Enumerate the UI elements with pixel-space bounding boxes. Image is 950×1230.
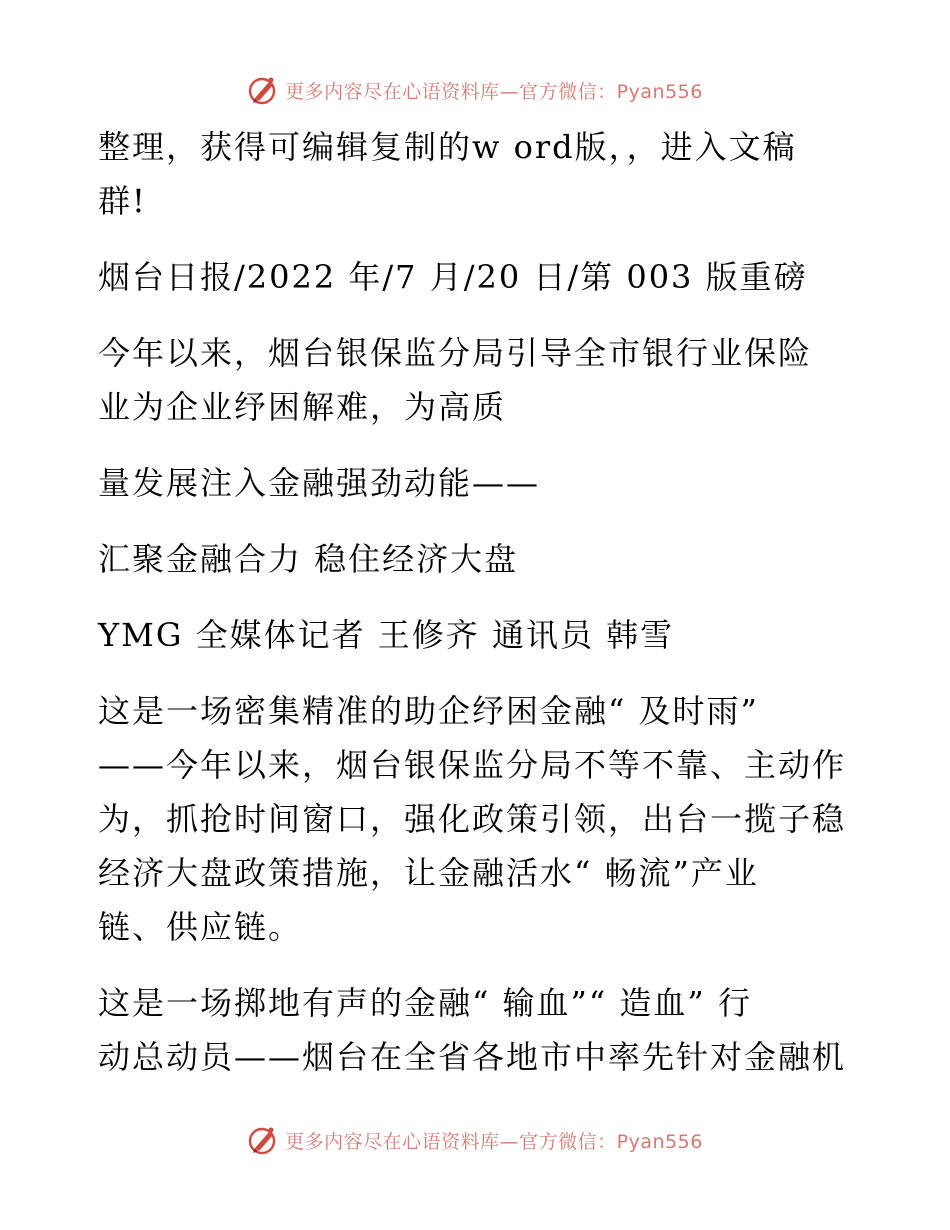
text-line: 量发展注入金融强劲动能—— — [98, 464, 541, 502]
text-line: 这是一场掷地有声的金融“ 输血”“ 造血” 行 — [98, 984, 752, 1022]
text-line: 汇聚金融合力 稳住经济大盘 — [98, 540, 519, 578]
footer-watermark — [0, 1120, 950, 1160]
text-line: 业为企业纾困解难，为高质 — [98, 388, 507, 426]
pen-logo-icon — [247, 74, 279, 106]
text-line: 今年以来，烟台银保监分局引导全市银行业保险 — [98, 334, 813, 372]
watermark-text: 更多内容尽在心语资料库—官方微信：Pyan556 — [285, 80, 703, 103]
text-line: 这是一场密集精准的助企纾困金融“ 及时雨” — [98, 692, 759, 730]
pen-logo-icon — [247, 1124, 279, 1156]
text-line: 整理，获得可编辑复制的w ord版，，进入文稿 — [98, 128, 797, 166]
text-line: 链、供应链。 — [98, 908, 303, 946]
watermark-text: 更多内容尽在心语资料库—官方微信：Pyan556 — [285, 1130, 703, 1153]
text-line: YMG 全媒体记者 王修齐 通讯员 韩雪 — [98, 616, 675, 654]
header-watermark — [0, 70, 950, 110]
text-line: 群! — [98, 182, 147, 220]
document-body — [98, 120, 858, 1084]
text-line: 为，抓抢时间窗口，强化政策引领，出台一揽子稳 — [98, 800, 847, 838]
text-line: ——今年以来，烟台银保监分局不等不靠、主动作 — [98, 746, 847, 784]
text-line: 经济大盘政策措施，让金融活水“ 畅流”产业 — [98, 854, 759, 892]
text-line: 动总动员——烟台在全省各地市中率先针对金融机 — [98, 1038, 847, 1076]
text-line: 烟台日报/2022 年/7 月/20 日/第 003 版重磅 — [98, 258, 808, 296]
